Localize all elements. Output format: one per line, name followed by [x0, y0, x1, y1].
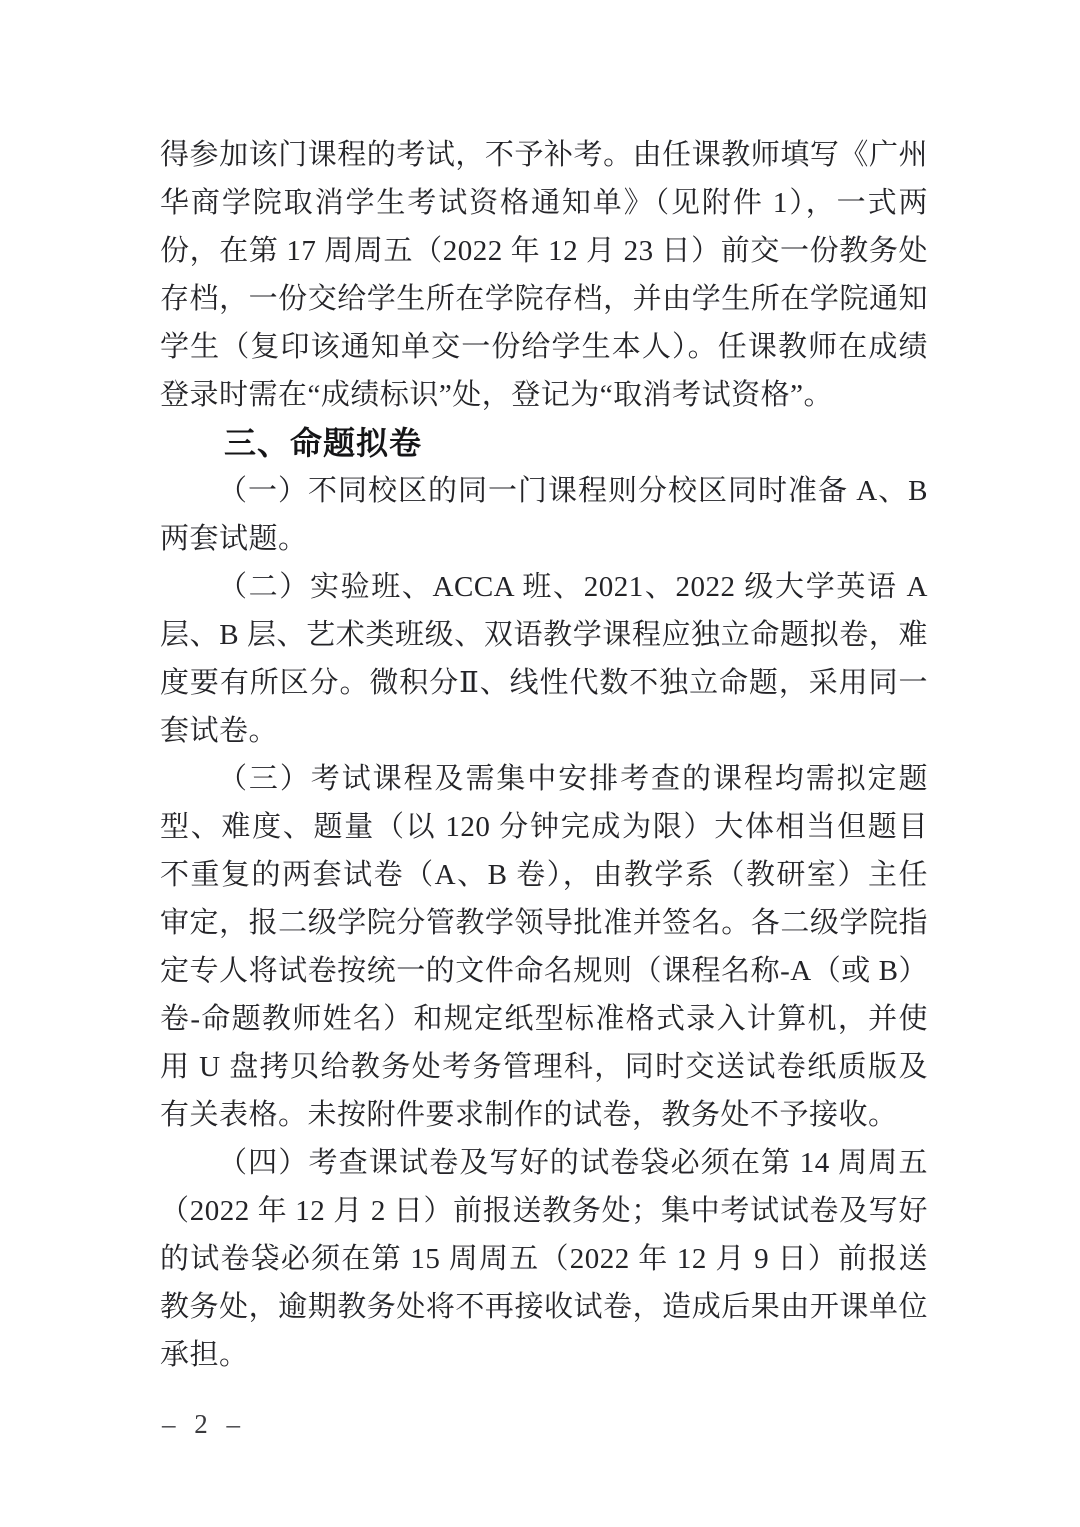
paragraph-exam-disqualification-continuation: 得参加该门课程的考试，不予补考。由任课教师填写《广州华商学院取消学生考试资格通知单》（见附件 1），一式两份，在第 17 周周五（2022 年 12 月 23 日）前交一份教务处存档，一份交给学生所在学院存档，并由学生所在学院通知学生（复印该通知单交一份给学生本人）。任课教师在成绩登录时需在“成绩标识”处，登记为“取消考试资格”。 [160, 139, 928, 411]
paragraph-item-3-paper-requirements: （三）考试课程及需集中安排考查的课程均需拟定题型、难度、题量（以 120 分钟完成为限）大体相当但题目不重复的两套试卷（A、B 卷），由教学系（教研室）主任审定，报二级学院分管教学领导批准并签名。各二级学院指定专人将试卷按统一的文件命名规则（课程名称-A（或 B）卷-命题教师姓名）和规定纸型标准格式录入计算机，并使用 U 盘拷贝给教务处考务管理科，同时交送试卷纸质版及有关表格。未按附件要求制作的试卷，教务处不予接收。 [160, 763, 928, 1131]
paragraph-item-1-campus-papers: （一）不同校区的同一门课程则分校区同时准备 A、B 两套试题。 [160, 475, 928, 555]
page-number: – 2 – [162, 1409, 246, 1439]
paragraph-item-2-special-classes: （二）实验班、ACCA 班、2021、2022 级大学英语 A 层、B 层、艺术类班级、双语教学课程应独立命题拟卷，难度要有所区分。微积分Ⅱ、线性代数不独立命题，采用同一套试卷。 [160, 571, 928, 747]
paragraph-item-4-submission-deadlines: （四）考查课试卷及写好的试卷袋必须在第 14 周周五（2022 年 12 月 2 日）前报送教务处；集中考试试卷及写好的试卷袋必须在第 15 周周五（2022 年 12 月 9 日）前报送教务处，逾期教务处将不再接收试卷，造成后果由开课单位承担。 [160, 1147, 928, 1371]
document-body [160, 131, 928, 1379]
section-heading-proposition-drafting: 三、命题拟卷 [224, 425, 423, 461]
